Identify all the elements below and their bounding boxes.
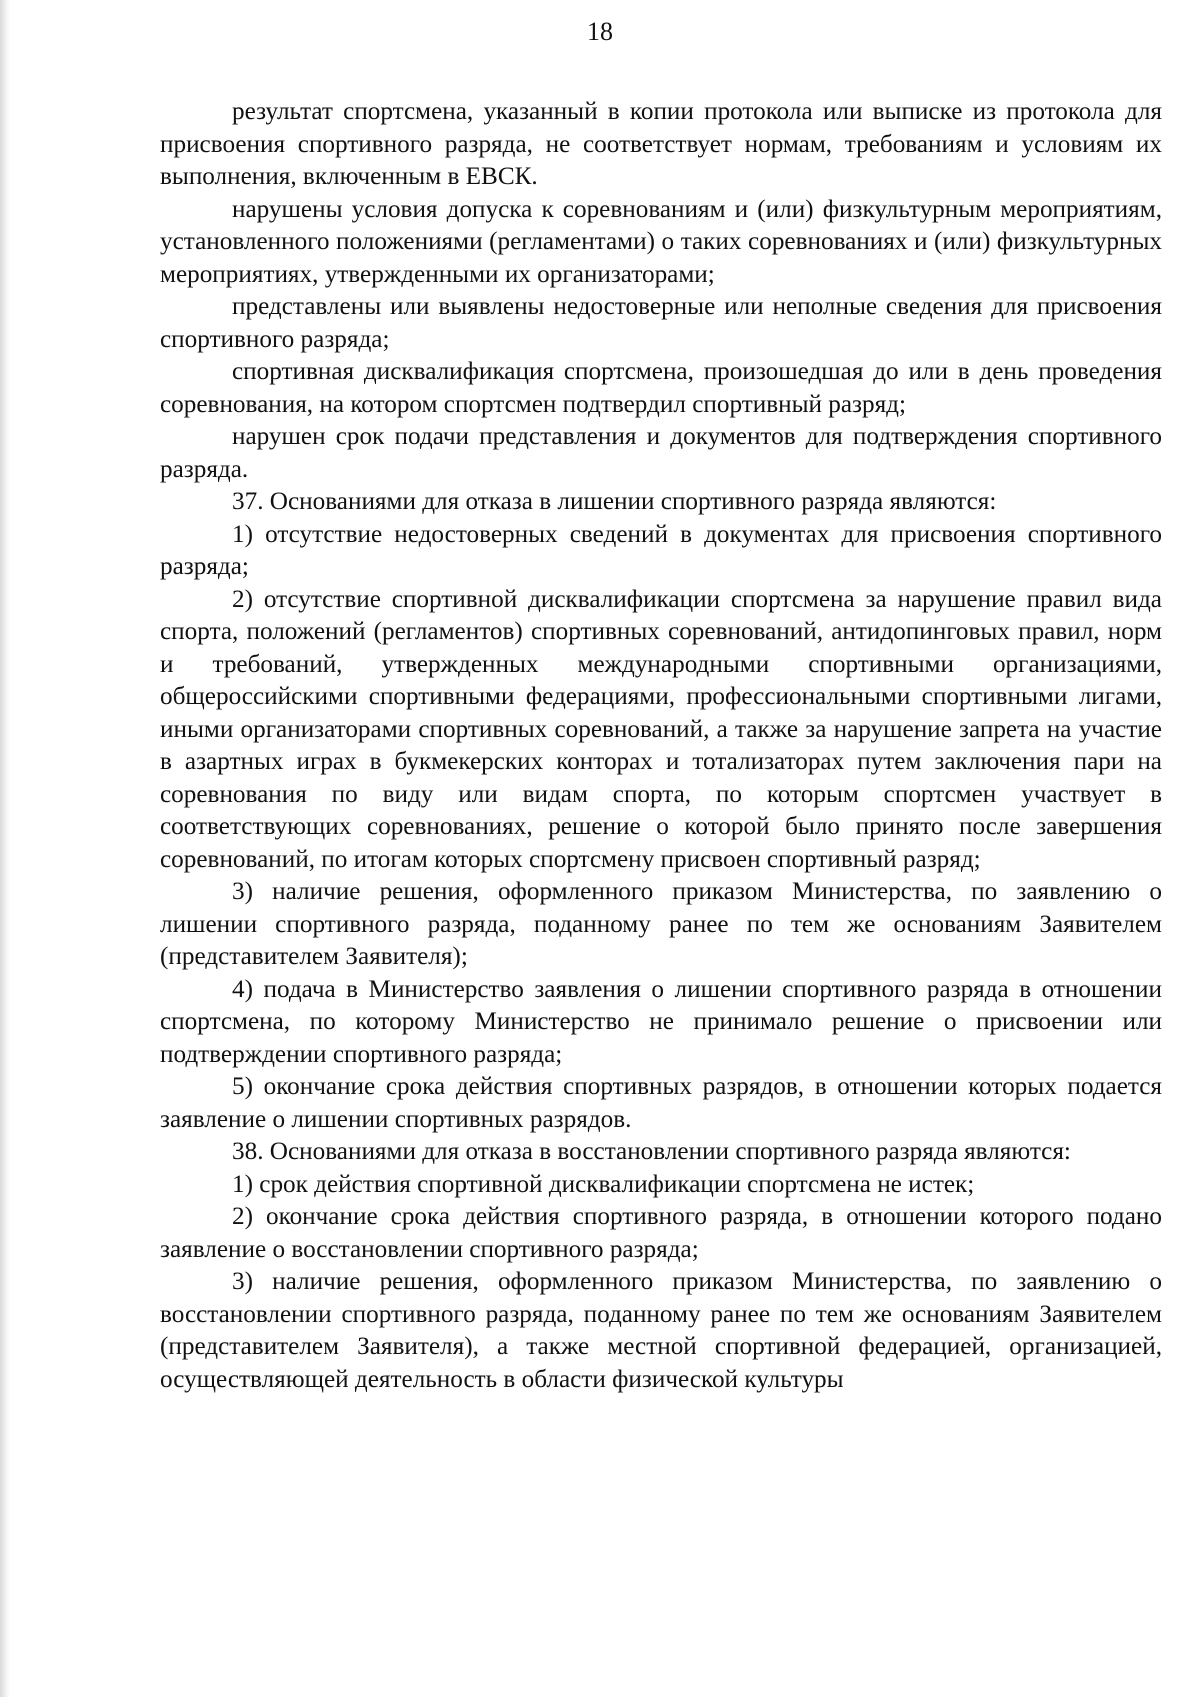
paragraph-clause-38-item-2: 2) окончание срока действия спортивного разряда, в отношении которого подано заявление о восстановлении спортивного разряда; xyxy=(160,1203,1162,1263)
paragraph-clause-37-item-5: 5) окончание срока действия спортивных разрядов, в отношении которых подается заявление о лишении спортивных разрядов. xyxy=(160,1073,1162,1133)
paragraph-clause-37-heading: 37. Основаниями для отказа в лишении спортивного разряда являются: xyxy=(232,488,997,515)
paragraph-clause-38-item-3: 3) наличие решения, оформленного приказом Министерства, по заявлению о восстановлении спортивного разряда, поданному ранее по тем же основаниям Заявителем (представителем Заявителя), а также местной спортивной федерацией, организацией, осуществляющей деятельность в области физической культуры xyxy=(160,1268,1162,1393)
paragraph-clause-37-item-4: 4) подача в Министерство заявления о лишении спортивного разряда в отношении спортсмена, по которому Министерство не принимало решение о присвоении или подтверждении спортивного разряда; xyxy=(160,975,1162,1068)
paragraph-deadline-violation: нарушен срок подачи представления и документов для подтверждения спортивного разряда. xyxy=(160,423,1162,483)
scan-edge xyxy=(0,0,10,1697)
paragraph-clause-37-item-1: 1) отсутствие недостоверных сведений в документах для присвоения спортивного разряда; xyxy=(160,520,1162,580)
paragraph-result-mismatch: результат спортсмена, указанный в копии протокола или выписке из протокола для присвоения спортивного разряда, не соответствует нормам, требованиям и условиям их выполнения, включенным в ЕВСК. xyxy=(160,98,1162,190)
page-number: 18 xyxy=(587,17,613,46)
document-body xyxy=(160,96,1162,1396)
paragraph-unreliable-info: представлены или выявлены недостоверные или неполные сведения для присвоения спортивного разряда; xyxy=(160,293,1162,353)
paragraph-clause-37-item-3: 3) наличие решения, оформленного приказом Министерства, по заявлению о лишении спортивного разряда, поданному ранее по тем же основаниям Заявителем (представителем Заявителя); xyxy=(160,878,1162,970)
paragraph-admission-violation: нарушены условия допуска к соревнованиям и (или) физкультурным мероприятиям, установленного положениями (регламентами) о таких соревнованиях и (или) физкультурных мероприятиях, утвержденными их организаторами; xyxy=(160,195,1162,288)
paragraph-clause-37-item-2: 2) отсутствие спортивной дисквалификации спортсмена за нарушение правил вида спорта, положений (регламентов) спортивных соревнований, антидопинговых правил, норм и требований, утвержденных международными спортивными организациями, общероссийскими спортивными федерациями, профессиональными спортивными лигами, иными организаторами спортивных соревнований, а также за нарушение запрета на участие в азартных играх в букмекерских конторах и тотализаторах путем заключения пари на соревнования по виду или видам спорта, по которым спортсмен участвует в соответствующих соревнованиях, решение о которой было принято после завершения соревнований, по итогам которых спортсмену присвоен спортивный разряд; xyxy=(160,585,1162,873)
paragraph-clause-38-item-1: 1) срок действия спортивной дисквалификации спортсмена не истек; xyxy=(232,1170,975,1198)
paragraph-clause-38-heading: 38. Основаниями для отказа в восстановлении спортивного разряда являются: xyxy=(232,1138,1071,1165)
paragraph-disqualification: спортивная дисквалификация спортсмена, произошедшая до или в день проведения соревнования, на котором спортсмен подтвердил спортивный разряд; xyxy=(160,358,1162,418)
